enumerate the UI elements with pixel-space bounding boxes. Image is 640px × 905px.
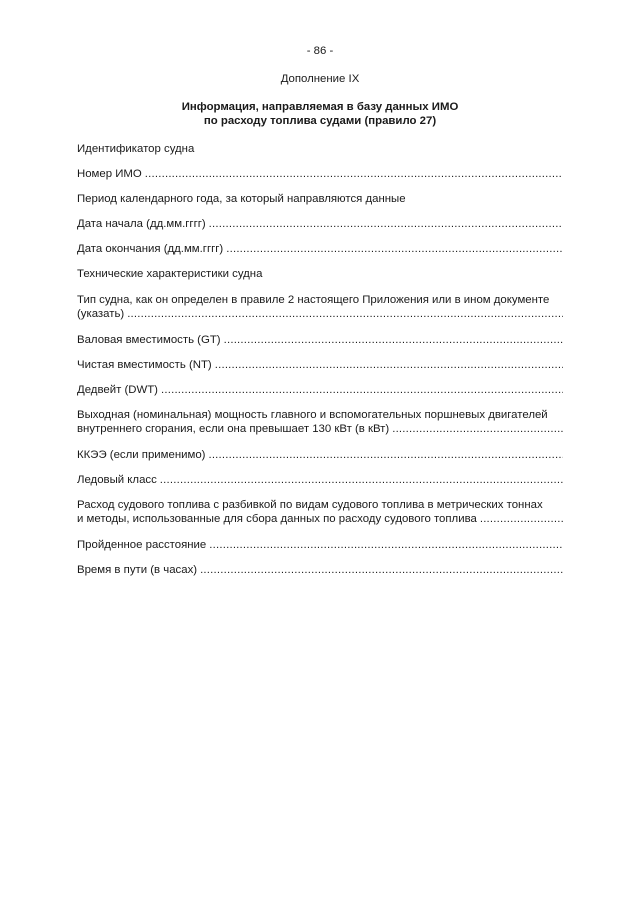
fill-in-line [160,473,563,487]
fill-in-line [209,538,563,552]
field-label-cont: и методы, использованные для сбора данных по расходу судового топлива [77,513,477,525]
field-deadweight [77,383,563,397]
fill-in-line [224,333,563,347]
fill-in-line [480,512,563,526]
field-label: Тип судна, как он определен в правиле 2 настоящего Приложения или в ином документе [77,294,550,306]
field-end-date [77,242,563,256]
fill-in-line [127,307,563,321]
fill-in-line [145,167,563,181]
field-label: Время в пути (в часах) [77,564,198,576]
field-fuel-consumption [77,498,563,526]
document-title [0,100,640,128]
field-label: Пройденное расстояние [77,539,207,551]
field-net-tonnage [77,358,563,372]
field-start-date [77,217,563,231]
section-ship-identifier: Идентификатор судна [77,143,195,155]
fill-in-line [209,217,563,231]
fill-in-line [226,242,563,256]
fill-in-line [200,563,563,577]
section-tech-specs: Технические характеристики судна [77,268,263,280]
field-imo-number [77,167,563,181]
field-label: Чистая вместимость (NT) [77,359,212,371]
appendix-heading: Дополнение IX [280,73,360,85]
field-ice-class [77,473,563,487]
field-label: Дата окончания (дд.мм.гггг) [77,243,224,255]
field-label: Расход судового топлива с разбивкой по видам судового топлива в метрических тоннах [77,499,543,511]
field-eedi [77,448,563,462]
field-label: Дата начала (дд.мм.гггг) [77,218,206,230]
field-ship-type [77,293,563,321]
fill-in-line [208,448,563,462]
fill-in-line [215,358,563,372]
field-label: ККЭЭ (если применимо) [77,449,206,461]
fill-in-line [161,383,563,397]
field-label-cont: (указать) [77,308,125,320]
field-engine-power [77,408,563,436]
field-gross-tonnage [77,333,563,347]
fill-in-line [392,422,563,436]
field-label: Дедвейт (DWT) [77,384,158,396]
field-distance [77,538,563,552]
section-period: Период календарного года, за который направляются данные [77,193,406,205]
field-label: Выходная (номинальная) мощность главного и вспомогательных поршневых двигателей [77,409,548,421]
field-hours-underway [77,563,563,577]
title-line-1: Информация, направляемая в базу данных ИМО [181,101,459,113]
field-label: Валовая вместимость (GT) [77,334,221,346]
page-number: - 86 - [306,45,334,57]
field-label-cont: внутреннего сгорания, если она превышает 130 кВт (в кВт) [77,423,390,435]
field-label: Номер ИМО [77,168,142,180]
field-label: Ледовый класс [77,474,157,486]
title-line-2: по расходу топлива судами (правило 27) [203,115,437,127]
